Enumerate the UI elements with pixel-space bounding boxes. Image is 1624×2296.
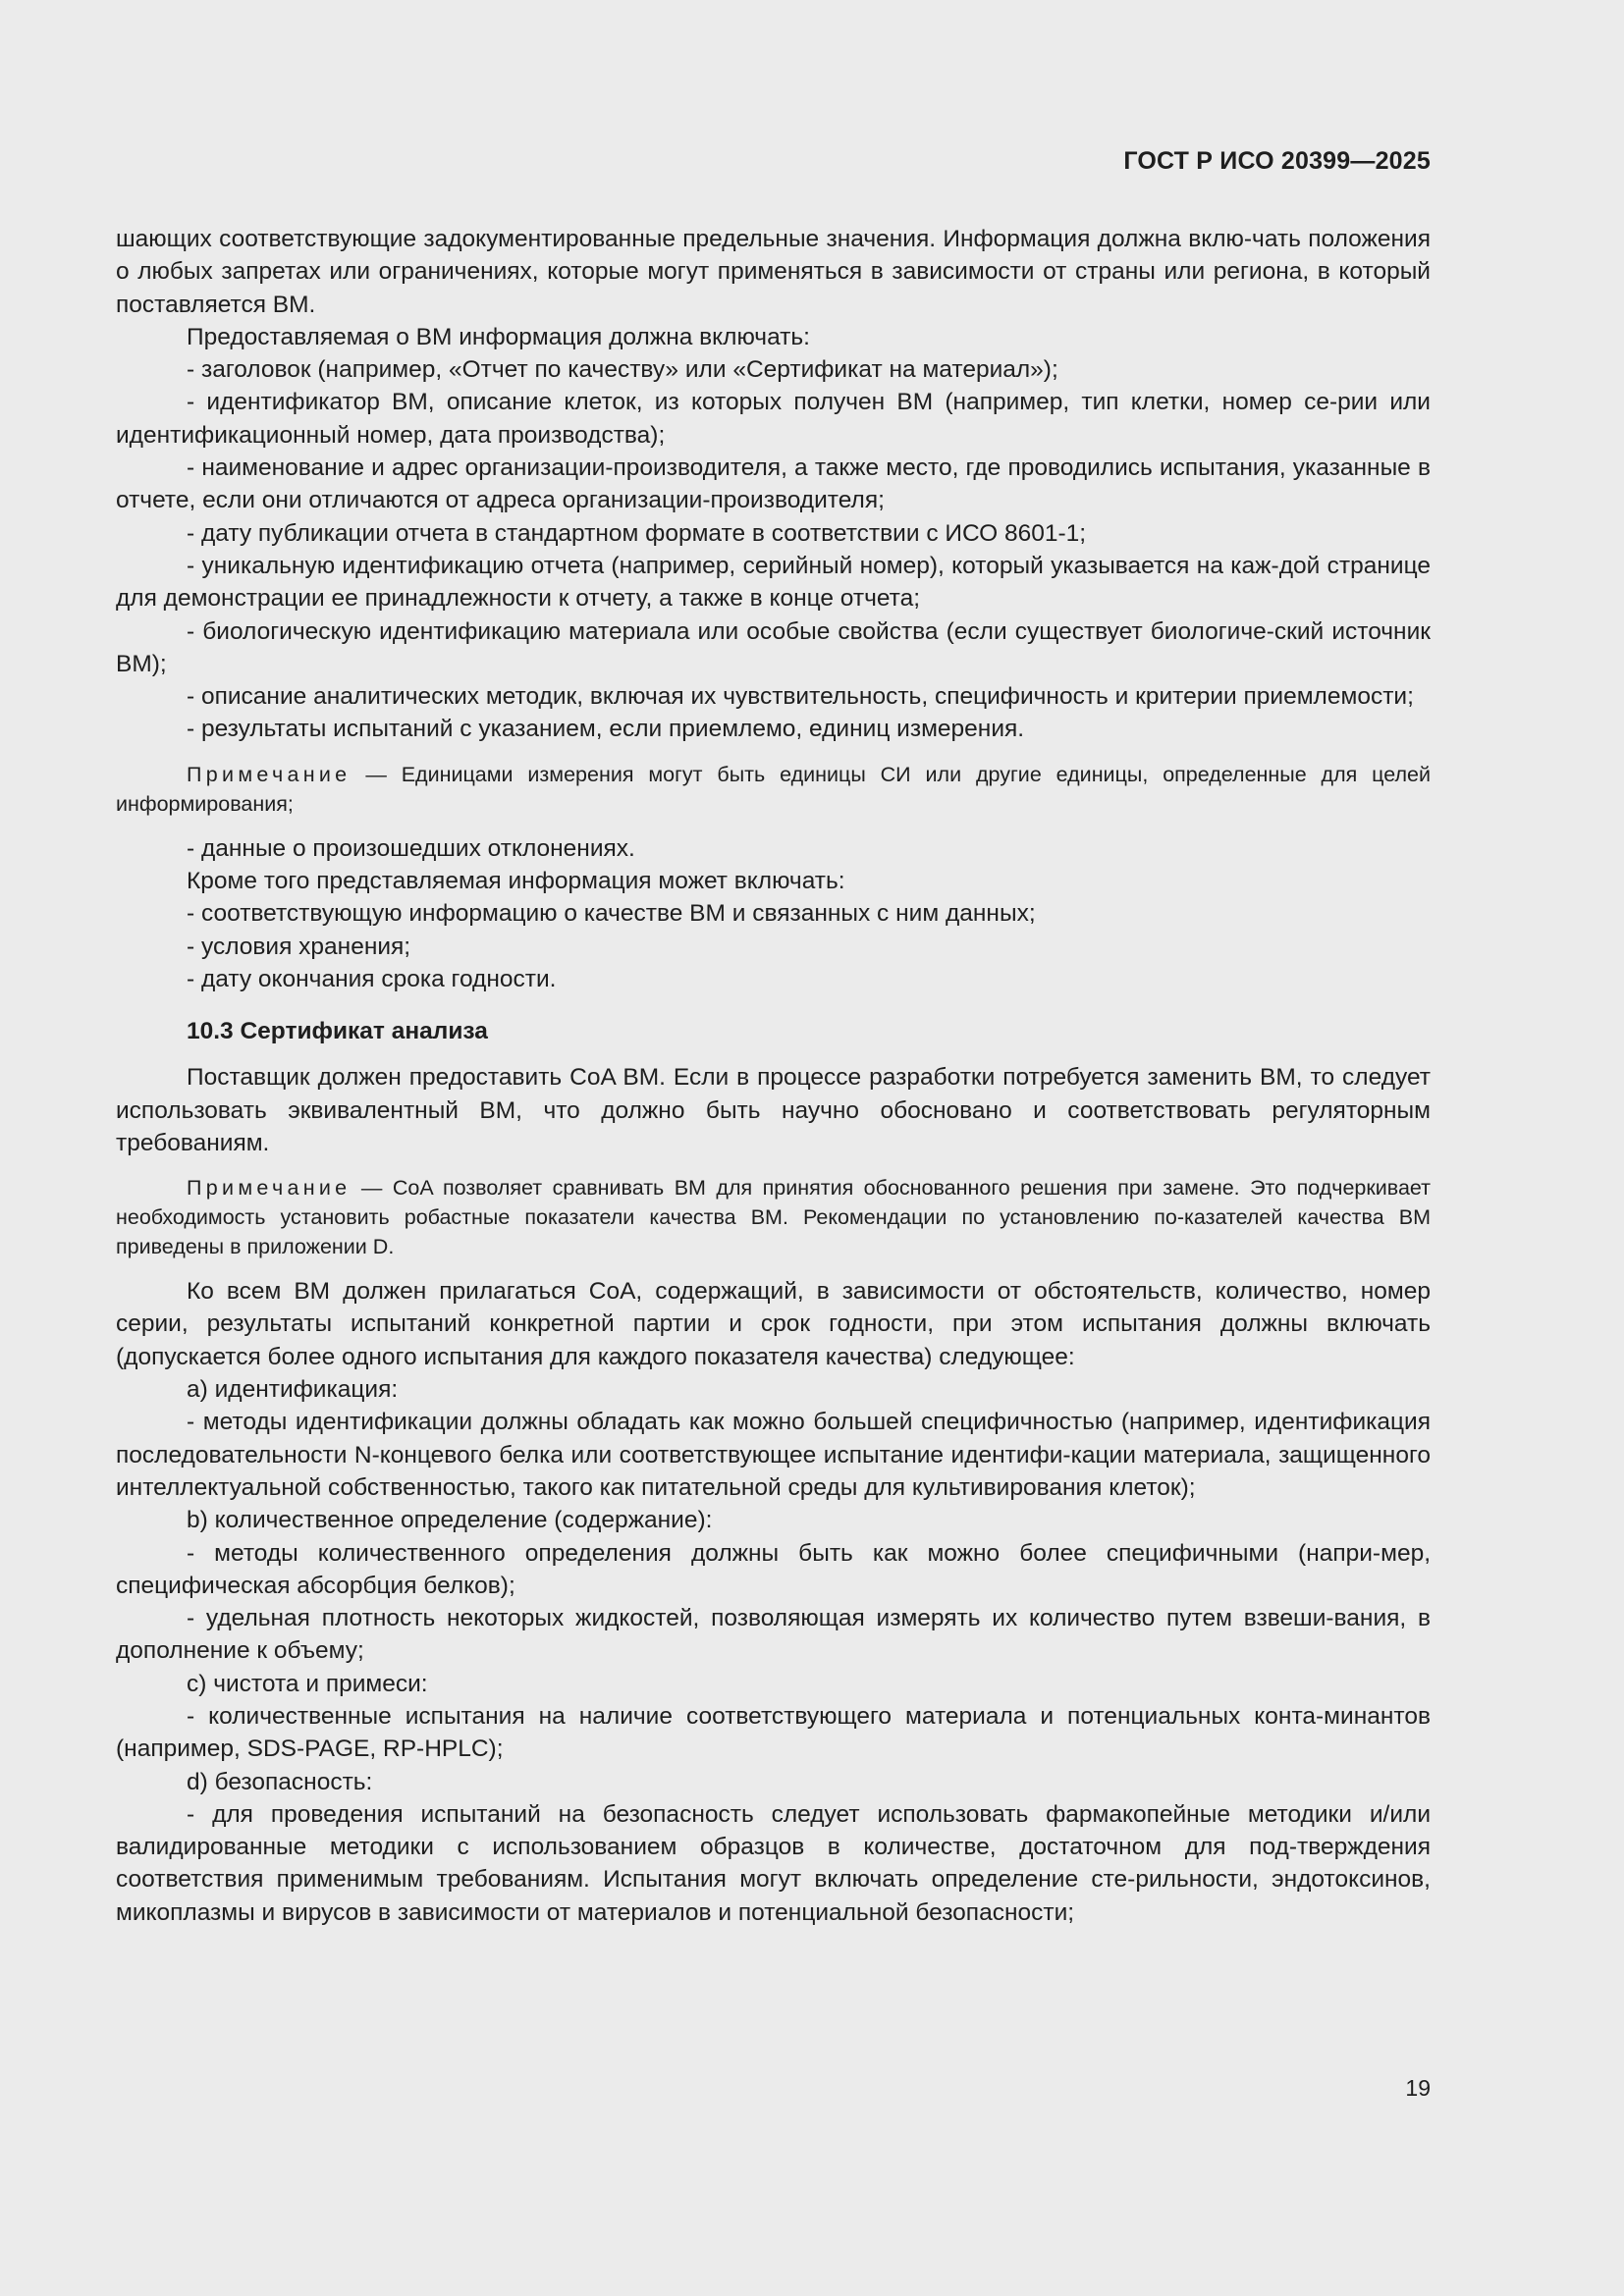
document-code-header: ГОСТ Р ИСО 20399—2025 (1123, 147, 1431, 175)
note-label: Примечание (187, 762, 352, 786)
list-item: c) чистота и примеси: (187, 1670, 428, 1697)
list-item: - для проведения испытаний на безопасность следует использовать фармакопейные методики и/или валидированные методики с использованием образцов в количестве, достаточном для под-тверждения соответствия применимым требованиям. Испытания могут включать определение сте-рильности, эндотоксинов, микоплазмы и вирусов в зависимости от материалов и потенциальной безопасности; (116, 1800, 1431, 1926)
list-item: - удельная плотность некоторых жидкостей, позволяющая измерять их количество путем взвеши-вания, в дополнение к объему; (116, 1605, 1431, 1665)
paragraph: Предоставляемая о ВМ информация должна включать: (187, 323, 810, 350)
note-text: — Единицами измерения могут быть единицы СИ или другие единицы, определенные для целей информирования; (116, 762, 1431, 816)
list-item: - описание аналитических методик, включая их чувствительность, специфичность и критерии приемлемости; (187, 683, 1414, 711)
paragraph: Кроме того представляемая информация может включать: (187, 868, 845, 895)
list-item: - дату публикации отчета в стандартном формате в соответствии с ИСО 8601-1; (187, 519, 1087, 547)
list-item: d) безопасность: (187, 1768, 373, 1795)
list-item: - заголовок (например, «Отчет по качеству» или «Сертификат на материал»); (187, 356, 1058, 384)
list-item: b) количественное определение (содержание): (187, 1507, 713, 1534)
note (116, 760, 1431, 819)
list-item: - результаты испытаний с указанием, если приемлемо, единиц измерения. (187, 716, 1025, 743)
list-item: - условия хранения; (187, 933, 411, 960)
list-item: - идентификатор ВМ, описание клеток, из которых получен ВМ (например, тип клетки, номер се-рии или идентификационный номер, дата производства); (116, 389, 1431, 449)
note (116, 1173, 1431, 1261)
list-item: - методы количественного определения должны быть как можно более специфичными (напри-мер, специфическая абсорбция белков); (116, 1539, 1431, 1599)
list-item: - соответствующую информацию о качестве ВМ и связанных с ним данных; (187, 900, 1036, 928)
section-heading: 10.3 Сертификат анализа (187, 1018, 488, 1045)
list-item: a) идентификация: (187, 1376, 399, 1404)
list-item: - биологическую идентификацию материала или особые свойства (если существует биологиче-ский источник ВМ); (116, 617, 1431, 677)
paragraph: Поставщик должен предоставить CoA ВМ. Если в процессе разработки потребуется заменить ВМ, то следует использовать эквивалентный ВМ, что должно быть научно обосновано и соответствовать регуляторным требованиям. (116, 1064, 1431, 1156)
list-item: - наименование и адрес организации-производителя, а также место, где проводились испытания, указанные в отчете, если они отличаются от адреса организации-производителя; (116, 454, 1431, 514)
note-text: — CoA позволяет сравнивать ВМ для принятия обоснованного решения при замене. Это подчеркивает необходимость установить робастные показатели качества ВМ. Рекомендации по установлению по-казателей качества ВМ приведены в приложении D. (116, 1176, 1431, 1259)
paragraph: шающих соответствующие задокументированные предельные значения. Информация должна вклю-чать положения о любых запретах или ограничениях, которые могут применяться в зависимости от страны или региона, в который поставляется ВМ. (116, 226, 1431, 318)
note-label: Примечание (187, 1176, 352, 1201)
list-item: - данные о произошедших отклонениях. (187, 834, 635, 862)
list-item: - количественные испытания на наличие соответствующего материала и потенциальных конта-минантов (например, SDS-PAGE, RP-HPLC); (116, 1702, 1431, 1763)
page-body (116, 223, 1431, 1929)
list-item: - методы идентификации должны обладать как можно большей специфичностью (например, идентификация последовательности N-концевого белка или соответствующее испытание идентифи-кации материала, защищенного интеллектуальной собственностью, такого как питательной среды для культивирования клеток); (116, 1409, 1431, 1501)
list-item: - уникальную идентификацию отчета (например, серийный номер), который указывается на каж-дой странице для демонстрации ее принадлежности к отчету, а также в конце отчета; (116, 552, 1431, 613)
page-number: 19 (1405, 2075, 1431, 2101)
paragraph: Ко всем ВМ должен прилагаться CoA, содержащий, в зависимости от обстоятельств, количество, номер серии, результаты испытаний конкретной партии и срок годности, при этом испытания должны включать (допускается более одного испытания для каждого показателя качества) следующее: (116, 1278, 1431, 1370)
list-item: - дату окончания срока годности. (187, 965, 557, 992)
